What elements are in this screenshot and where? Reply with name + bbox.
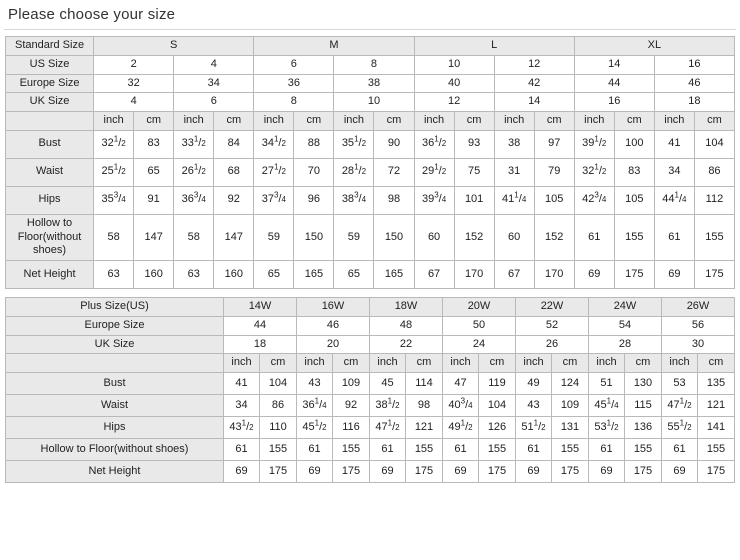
table-cell: 14 <box>574 55 654 74</box>
table-cell: 79 <box>534 158 574 186</box>
size-group-l: L <box>414 37 574 56</box>
unit-cell: cm <box>333 354 370 373</box>
table-cell: 61 <box>443 439 479 461</box>
table-cell: 69 <box>370 461 406 483</box>
table-cell: 28 <box>589 335 662 354</box>
table-cell: 38 <box>334 74 414 93</box>
table-cell: 41 <box>654 130 694 158</box>
table-cell: 61 <box>574 214 614 260</box>
table-row <box>6 354 735 373</box>
unit-cell: inch <box>224 354 260 373</box>
table-cell: 48 <box>370 316 443 335</box>
table-cell: 70 <box>294 158 334 186</box>
unit-cell: cm <box>698 354 735 373</box>
table-cell: 40 <box>414 74 494 93</box>
table-cell: 61 <box>589 439 625 461</box>
table-cell: $39^1/2$ <box>574 130 614 158</box>
unit-cell: inch <box>654 112 694 131</box>
row-label: Europe Size <box>6 316 224 335</box>
table-cell: 141 <box>698 417 735 439</box>
table-cell: 175 <box>552 461 589 483</box>
table-cell: 44 <box>574 74 654 93</box>
table-row <box>6 335 735 354</box>
unit-cell: cm <box>694 112 734 131</box>
table-cell: 45 <box>370 373 406 395</box>
table-cell: 170 <box>454 261 494 289</box>
table-cell: 41 <box>224 373 260 395</box>
table-cell: 43 <box>516 395 552 417</box>
unit-cell: cm <box>134 112 174 131</box>
table-cell: 69 <box>589 461 625 483</box>
table-cell: 152 <box>534 214 574 260</box>
plus-size-18w: 18W <box>370 298 443 317</box>
unit-cell: inch <box>414 112 454 131</box>
plus-size-20w: 20W <box>443 298 516 317</box>
unit-cell: inch <box>494 112 534 131</box>
table-cell: 112 <box>694 186 734 214</box>
unit-cell: cm <box>260 354 297 373</box>
table-cell: 38 <box>494 130 534 158</box>
size-group-s: S <box>94 37 254 56</box>
plus-size-16w: 16W <box>297 298 370 317</box>
table-cell: 119 <box>479 373 516 395</box>
table-cell: 32 <box>94 74 174 93</box>
table-cell: 160 <box>134 261 174 289</box>
unit-cell: inch <box>174 112 214 131</box>
table-cell: 109 <box>552 395 589 417</box>
table-cell: 101 <box>454 186 494 214</box>
title-divider <box>4 29 736 30</box>
table-cell: 104 <box>694 130 734 158</box>
table-cell: $33^1/2$ <box>174 130 214 158</box>
table-cell: 135 <box>698 373 735 395</box>
plus-size-table <box>5 297 735 483</box>
table-cell: 175 <box>614 261 654 289</box>
table-cell: $36^3/4$ <box>174 186 214 214</box>
table-cell: 69 <box>516 461 552 483</box>
unit-cell: cm <box>374 112 414 131</box>
table-cell: 175 <box>625 461 662 483</box>
table-cell: $53^1/2$ <box>589 417 625 439</box>
table-cell: 105 <box>614 186 654 214</box>
table-cell: 53 <box>662 373 698 395</box>
table-cell: 59 <box>334 214 374 260</box>
table-cell: 61 <box>516 439 552 461</box>
row-label: UK Size <box>6 335 224 354</box>
table-cell: 36 <box>254 74 334 93</box>
table-row <box>6 316 735 335</box>
table-cell: 96 <box>294 186 334 214</box>
table-row <box>6 298 735 317</box>
unit-cell: cm <box>454 112 494 131</box>
table-cell: 63 <box>174 261 214 289</box>
table-cell: 61 <box>297 439 333 461</box>
row-label: Bust <box>6 373 224 395</box>
table-cell: 69 <box>574 261 614 289</box>
table-cell: $32^1/2$ <box>94 130 134 158</box>
table-cell: 155 <box>406 439 443 461</box>
table-cell: 2 <box>94 55 174 74</box>
size-group-xl: XL <box>574 37 734 56</box>
table-cell: 16 <box>654 55 734 74</box>
table-cell: $28^1/2$ <box>334 158 374 186</box>
table-cell: 69 <box>662 461 698 483</box>
table-cell: 155 <box>333 439 370 461</box>
table-cell: $36^1/4$ <box>297 395 333 417</box>
table-row <box>6 186 735 214</box>
table-cell: 54 <box>589 316 662 335</box>
unit-cell: inch <box>94 112 134 131</box>
table-cell: 50 <box>443 316 516 335</box>
table-cell: 90 <box>374 130 414 158</box>
table-cell: 126 <box>479 417 516 439</box>
table-cell: 59 <box>254 214 294 260</box>
table-cell: $45^1/4$ <box>589 395 625 417</box>
table-cell: 124 <box>552 373 589 395</box>
row-label: Bust <box>6 130 94 158</box>
table-cell: $38^1/2$ <box>370 395 406 417</box>
table-cell: 130 <box>625 373 662 395</box>
row-label: Net Height <box>6 261 94 289</box>
table-cell: 121 <box>698 395 735 417</box>
row-label: Europe Size <box>6 74 94 93</box>
unit-cell: inch <box>516 354 552 373</box>
table-cell: 65 <box>334 261 374 289</box>
table-cell: $34^1/2$ <box>254 130 294 158</box>
table-cell: 34 <box>174 74 254 93</box>
table-cell: 150 <box>294 214 334 260</box>
table-row <box>6 37 735 56</box>
table-row <box>6 55 735 74</box>
row-label: Waist <box>6 395 224 417</box>
unit-cell: cm <box>534 112 574 131</box>
table-row <box>6 417 735 439</box>
table-cell: 4 <box>174 55 254 74</box>
unit-row-label <box>6 354 224 373</box>
table-row <box>6 395 735 417</box>
table-cell: 92 <box>333 395 370 417</box>
unit-cell: cm <box>614 112 654 131</box>
table-cell: 69 <box>224 461 260 483</box>
table-row <box>6 74 735 93</box>
table-cell: 155 <box>552 439 589 461</box>
table-cell: $42^3/4$ <box>574 186 614 214</box>
table-cell: 51 <box>589 373 625 395</box>
unit-cell: inch <box>589 354 625 373</box>
unit-cell: inch <box>254 112 294 131</box>
unit-cell: inch <box>662 354 698 373</box>
table-cell: 56 <box>662 316 735 335</box>
table-cell: 68 <box>214 158 254 186</box>
plus-size-22w: 22W <box>516 298 589 317</box>
table-cell: 116 <box>333 417 370 439</box>
table-cell: 4 <box>94 93 174 112</box>
plus-size-24w: 24W <box>589 298 662 317</box>
table-cell: $41^1/4$ <box>494 186 534 214</box>
unit-cell: cm <box>479 354 516 373</box>
table-cell: 152 <box>454 214 494 260</box>
table-cell: 98 <box>374 186 414 214</box>
table-cell: 26 <box>516 335 589 354</box>
table-cell: 100 <box>614 130 654 158</box>
table-cell: $44^1/4$ <box>654 186 694 214</box>
table-row <box>6 112 735 131</box>
table-cell: 104 <box>260 373 297 395</box>
table-cell: 14 <box>494 93 574 112</box>
table-cell: 10 <box>334 93 414 112</box>
table-cell: 61 <box>662 439 698 461</box>
plus-size-header: Plus Size(US) <box>6 298 224 317</box>
table-cell: 75 <box>454 158 494 186</box>
table-cell: 175 <box>479 461 516 483</box>
table-cell: 150 <box>374 214 414 260</box>
table-cell: 121 <box>406 417 443 439</box>
table-cell: 175 <box>333 461 370 483</box>
table-cell: 69 <box>443 461 479 483</box>
table-cell: 65 <box>134 158 174 186</box>
table-cell: 43 <box>297 373 333 395</box>
row-label: Hollow to Floor(without shoes) <box>6 214 94 260</box>
table-cell: 175 <box>698 461 735 483</box>
table-cell: 49 <box>516 373 552 395</box>
page-title: Please choose your size <box>8 6 176 23</box>
table-cell: $38^3/4$ <box>334 186 374 214</box>
table-cell: $37^3/4$ <box>254 186 294 214</box>
plus-size-14w: 14W <box>224 298 297 317</box>
table-cell: $40^3/4$ <box>443 395 479 417</box>
table-cell: $29^1/2$ <box>414 158 454 186</box>
table-cell: $45^1/2$ <box>297 417 333 439</box>
table-cell: $47^1/2$ <box>370 417 406 439</box>
table-cell: 61 <box>654 214 694 260</box>
table-cell: 170 <box>534 261 574 289</box>
table-cell: 147 <box>214 214 254 260</box>
unit-cell: inch <box>370 354 406 373</box>
unit-cell: cm <box>625 354 662 373</box>
table-cell: 155 <box>260 439 297 461</box>
row-label: Hollow to Floor(without shoes) <box>6 439 224 461</box>
table-cell: 61 <box>224 439 260 461</box>
table-cell: 22 <box>370 335 443 354</box>
table-cell: 8 <box>334 55 414 74</box>
table-cell: 46 <box>654 74 734 93</box>
row-label: US Size <box>6 55 94 74</box>
table-cell: 20 <box>297 335 370 354</box>
table-row <box>6 461 735 483</box>
row-label: Net Height <box>6 461 224 483</box>
table-cell: 86 <box>694 158 734 186</box>
table-cell: 65 <box>254 261 294 289</box>
table-cell: 12 <box>494 55 574 74</box>
unit-cell: cm <box>214 112 254 131</box>
unit-cell: inch <box>574 112 614 131</box>
table-cell: 8 <box>254 93 334 112</box>
unit-cell: cm <box>552 354 589 373</box>
table-cell: 61 <box>370 439 406 461</box>
table-cell: $51^1/2$ <box>516 417 552 439</box>
table-cell: 97 <box>534 130 574 158</box>
table-row <box>6 158 735 186</box>
unit-cell: cm <box>294 112 334 131</box>
table-cell: 60 <box>414 214 454 260</box>
table-cell: $26^1/2$ <box>174 158 214 186</box>
table-row <box>6 439 735 461</box>
table-cell: 30 <box>662 335 735 354</box>
table-cell: 31 <box>494 158 534 186</box>
table-cell: $43^1/2$ <box>224 417 260 439</box>
table-cell: 175 <box>694 261 734 289</box>
table-cell: 160 <box>214 261 254 289</box>
unit-cell: cm <box>406 354 443 373</box>
table-cell: 175 <box>406 461 443 483</box>
table-cell: $47^1/2$ <box>662 395 698 417</box>
table-cell: 16 <box>574 93 654 112</box>
table-cell: $39^3/4$ <box>414 186 454 214</box>
table-cell: 72 <box>374 158 414 186</box>
table-cell: 44 <box>224 316 297 335</box>
table-cell: 69 <box>654 261 694 289</box>
table-cell: 155 <box>698 439 735 461</box>
table-cell: 131 <box>552 417 589 439</box>
table-cell: 155 <box>614 214 654 260</box>
unit-cell: inch <box>334 112 374 131</box>
table-row <box>6 373 735 395</box>
row-label: Hips <box>6 417 224 439</box>
table-cell: 109 <box>333 373 370 395</box>
table-cell: 86 <box>260 395 297 417</box>
table-cell: 165 <box>374 261 414 289</box>
standard-size-table <box>5 36 735 289</box>
table-cell: 110 <box>260 417 297 439</box>
table-cell: 24 <box>443 335 516 354</box>
table-cell: 63 <box>94 261 134 289</box>
table-cell: 58 <box>174 214 214 260</box>
table-cell: 83 <box>134 130 174 158</box>
table-cell: 46 <box>297 316 370 335</box>
table-cell: 83 <box>614 158 654 186</box>
table-cell: 52 <box>516 316 589 335</box>
table-cell: $35^3/4$ <box>94 186 134 214</box>
table-cell: 18 <box>654 93 734 112</box>
table-cell: 67 <box>414 261 454 289</box>
table-cell: $25^1/2$ <box>94 158 134 186</box>
unit-cell: inch <box>443 354 479 373</box>
table-cell: $55^1/2$ <box>662 417 698 439</box>
unit-row-label <box>6 112 94 131</box>
table-row <box>6 130 735 158</box>
table-cell: 47 <box>443 373 479 395</box>
table-cell: 93 <box>454 130 494 158</box>
table-cell: $32^1/2$ <box>574 158 614 186</box>
table-cell: 175 <box>260 461 297 483</box>
table-cell: $27^1/2$ <box>254 158 294 186</box>
table-cell: 91 <box>134 186 174 214</box>
row-label: UK Size <box>6 93 94 112</box>
table-cell: 88 <box>294 130 334 158</box>
table-cell: 60 <box>494 214 534 260</box>
table-cell: 165 <box>294 261 334 289</box>
table-cell: 155 <box>479 439 516 461</box>
table-cell: 42 <box>494 74 574 93</box>
table-cell: 147 <box>134 214 174 260</box>
table-cell: 18 <box>224 335 297 354</box>
table-row <box>6 261 735 289</box>
table-cell: 136 <box>625 417 662 439</box>
row-label: Hips <box>6 186 94 214</box>
table-cell: 105 <box>534 186 574 214</box>
table-cell: $35^1/2$ <box>334 130 374 158</box>
table-cell: 10 <box>414 55 494 74</box>
table-cell: 6 <box>174 93 254 112</box>
row-label: Waist <box>6 158 94 186</box>
table-cell: 104 <box>479 395 516 417</box>
table-cell: 34 <box>224 395 260 417</box>
table-cell: 58 <box>94 214 134 260</box>
table-cell: 6 <box>254 55 334 74</box>
table-cell: 12 <box>414 93 494 112</box>
table-cell: $36^1/2$ <box>414 130 454 158</box>
table-cell: 114 <box>406 373 443 395</box>
table-cell: 34 <box>654 158 694 186</box>
plus-size-26w: 26W <box>662 298 735 317</box>
table-cell: 67 <box>494 261 534 289</box>
unit-cell: inch <box>297 354 333 373</box>
table-cell: 98 <box>406 395 443 417</box>
table-cell: 155 <box>625 439 662 461</box>
table-row <box>6 214 735 260</box>
table-cell: 115 <box>625 395 662 417</box>
table-cell: 84 <box>214 130 254 158</box>
size-group-m: M <box>254 37 414 56</box>
standard-size-header: Standard Size <box>6 37 94 56</box>
table-cell: 155 <box>694 214 734 260</box>
table-cell: $49^1/2$ <box>443 417 479 439</box>
table-cell: 92 <box>214 186 254 214</box>
table-cell: 69 <box>297 461 333 483</box>
table-row <box>6 93 735 112</box>
